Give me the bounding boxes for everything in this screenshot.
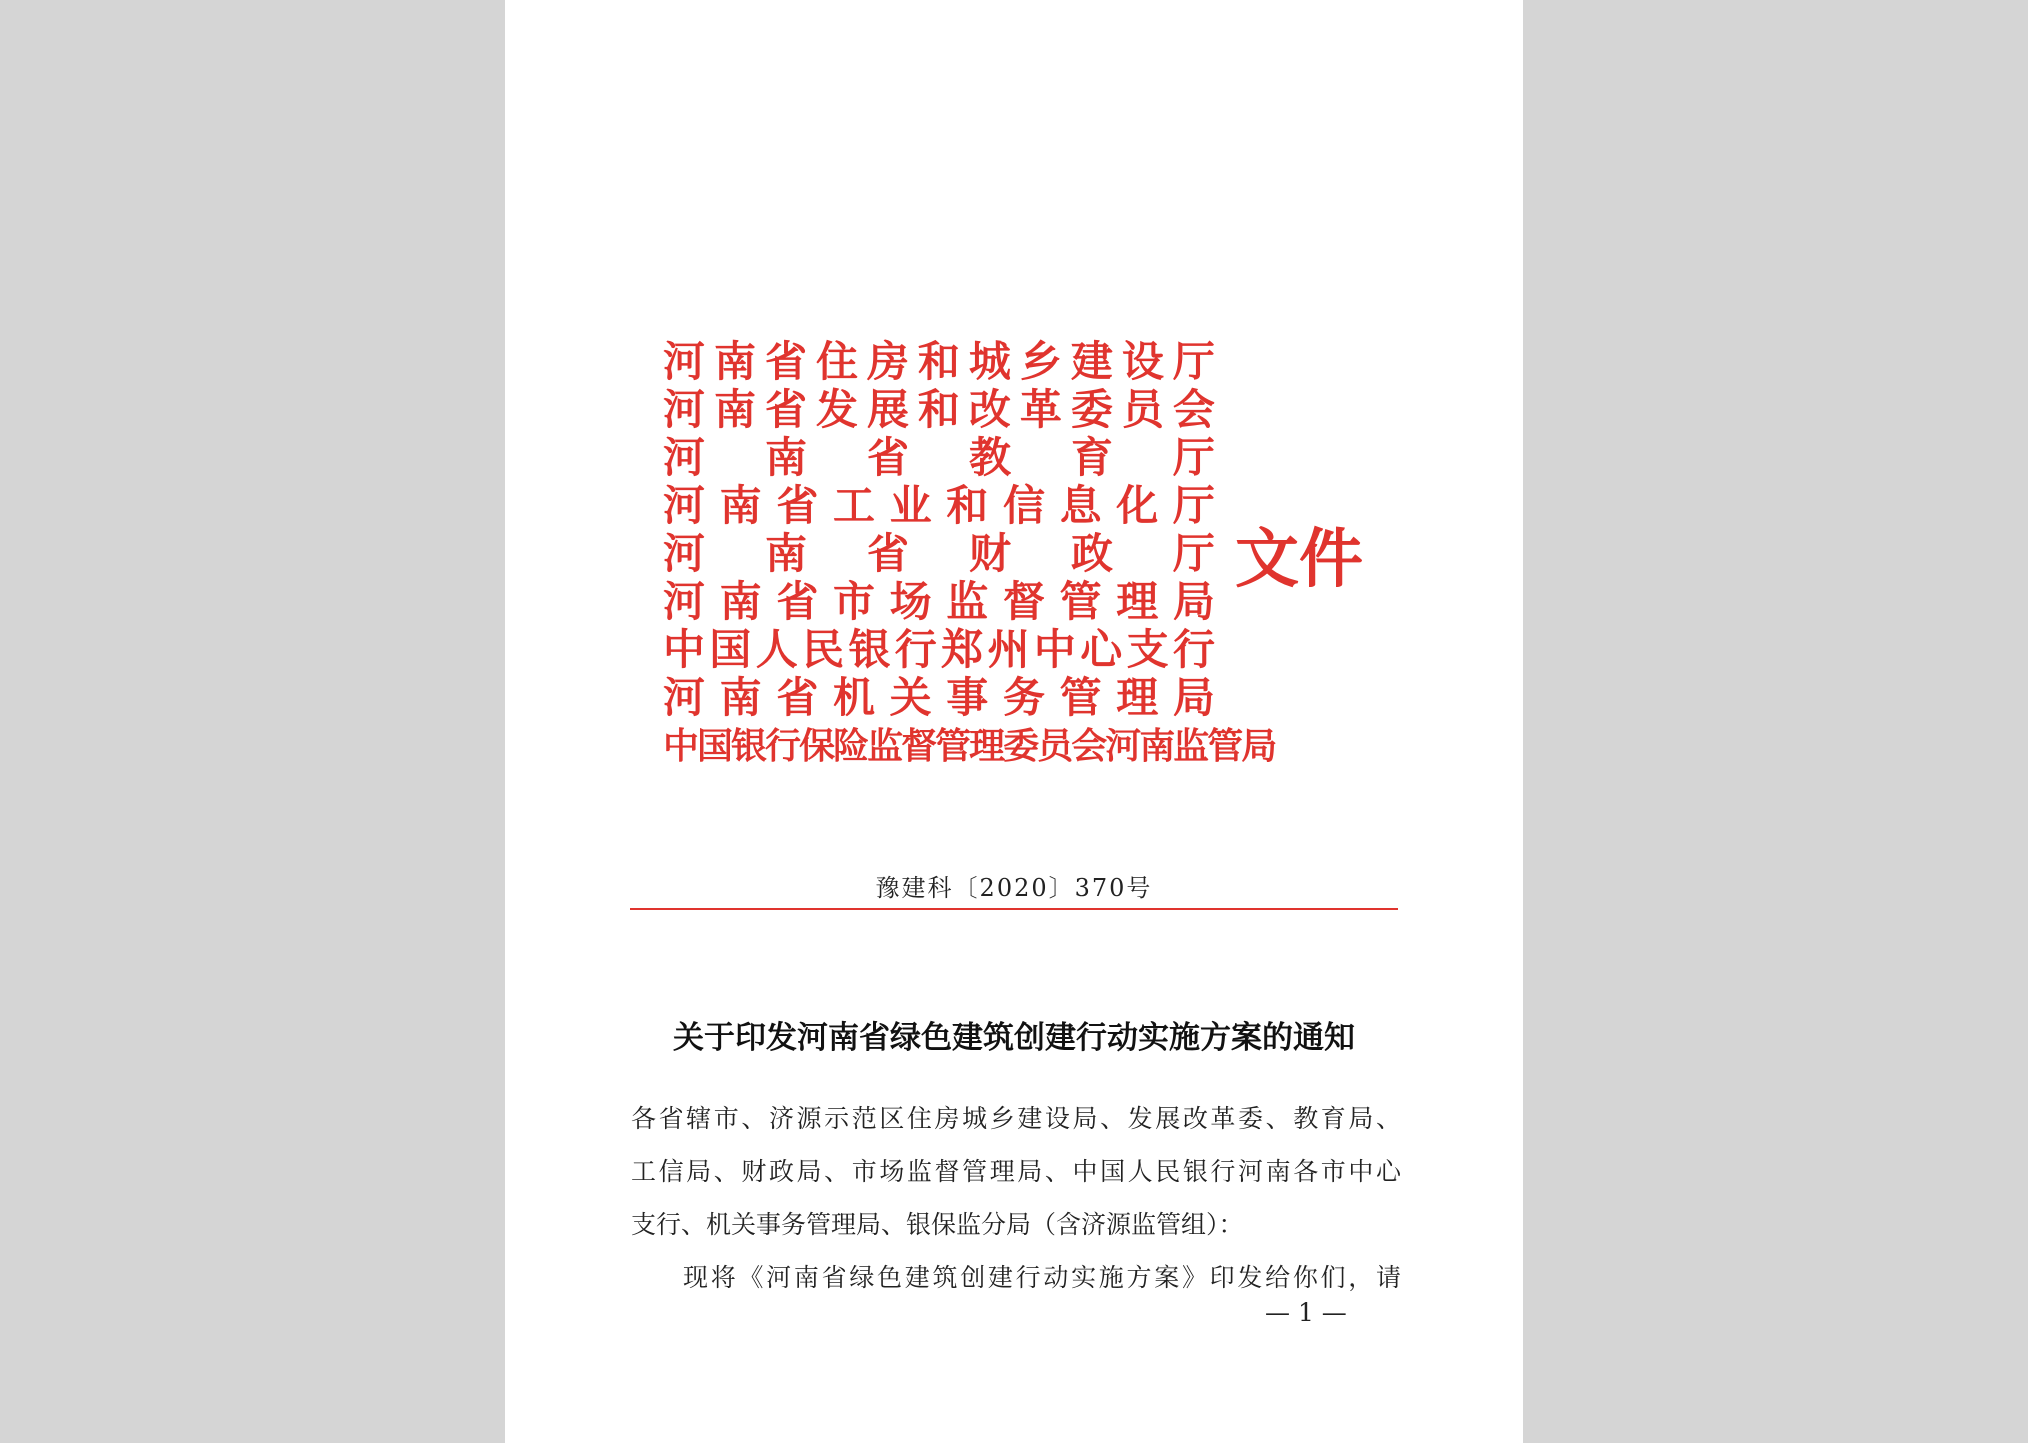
issuer-char: 事 [946, 673, 989, 722]
issuer-char: 住 [815, 337, 858, 386]
issuer-char: 督 [901, 725, 936, 767]
issuer-char: 河 [663, 433, 706, 482]
issuer-char: 委 [1003, 725, 1038, 767]
issuer-char: 督 [1002, 577, 1045, 626]
issuer-char: 管 [935, 725, 970, 767]
addressee-line: 工信局、财政局、市场监督管理局、中国人民银行河南各市中心 [631, 1157, 1401, 1186]
issuer-char: 南 [713, 385, 756, 434]
issuer-char: 理 [969, 725, 1004, 767]
issuer-char: 南 [1139, 725, 1174, 767]
issuing-agency [663, 674, 1215, 722]
issuer-char: 信 [1002, 481, 1045, 530]
document-page [505, 0, 1523, 1443]
issuer-char: 民 [802, 625, 845, 674]
issuer-char: 南 [764, 433, 807, 482]
issuer-char: 险 [833, 725, 868, 767]
issuer-char: 厅 [1172, 529, 1215, 578]
issuer-char: 政 [1070, 529, 1113, 578]
issuer-char: 厅 [1172, 481, 1215, 530]
issuer-char: 支 [1126, 625, 1169, 674]
issuer-char: 河 [663, 673, 706, 722]
document-number: 豫建科〔2020〕370号 [875, 874, 1153, 902]
issuer-char: 城 [968, 337, 1011, 386]
issuer-char: 展 [866, 385, 909, 434]
issuer-char: 和 [946, 481, 989, 530]
issuer-char: 省 [764, 385, 807, 434]
file-label: 文件 [1235, 522, 1363, 597]
issuer-char: 管 [1207, 725, 1242, 767]
addressee-line: 各省辖市、济源示范区住房城乡建设局、发展改革委、教育局、 [631, 1104, 1401, 1133]
issuing-agency [663, 386, 1215, 434]
issuer-char: 州 [987, 625, 1030, 674]
addressee-line: 支行、机关事务管理局、银保监分局（含济源监管组）： [631, 1210, 1244, 1239]
issuer-char: 国 [697, 725, 732, 767]
issuing-agency [663, 626, 1215, 674]
issuer-char: 理 [1116, 673, 1159, 722]
issuer-char: 理 [1116, 577, 1159, 626]
issuer-char: 中 [663, 725, 698, 767]
issuer-char: 管 [1059, 673, 1102, 722]
issuer-char: 局 [1172, 673, 1215, 722]
issuer-char: 心 [1080, 625, 1123, 674]
issuer-char: 息 [1059, 481, 1102, 530]
issuer-char: 中 [663, 625, 706, 674]
issuer-char: 省 [776, 481, 819, 530]
issuer-char: 河 [663, 577, 706, 626]
issuer-char: 中 [1033, 625, 1076, 674]
issuer-char: 业 [889, 481, 932, 530]
issuer-char: 教 [968, 433, 1011, 482]
issuer-char: 工 [832, 481, 875, 530]
issuer-char: 革 [1019, 385, 1062, 434]
issuer-char: 行 [765, 725, 800, 767]
issuer-char: 管 [1059, 577, 1102, 626]
issuer-char: 河 [663, 385, 706, 434]
issuer-char: 南 [713, 337, 756, 386]
issuer-char: 市 [832, 577, 875, 626]
issuer-char: 省 [764, 337, 807, 386]
issuer-char: 河 [663, 337, 706, 386]
page-number: — 1 — [1265, 1298, 1347, 1327]
issuer-char: 省 [776, 673, 819, 722]
issuer-char: 财 [968, 529, 1011, 578]
issuer-char: 局 [1241, 725, 1276, 767]
issuer-char: 南 [719, 577, 762, 626]
issuer-char: 南 [719, 673, 762, 722]
issuer-char: 局 [1172, 577, 1215, 626]
issuer-char: 机 [832, 673, 875, 722]
issuer-char: 和 [917, 385, 960, 434]
issuer-char: 委 [1070, 385, 1113, 434]
issuer-char: 河 [663, 529, 706, 578]
document-body [631, 1092, 1401, 1304]
issuer-char: 保 [799, 725, 834, 767]
document-title: 关于印发河南省绿色建筑创建行动实施方案的通知 [673, 1020, 1355, 1056]
issuer-char: 行 [894, 625, 937, 674]
issuer-char: 关 [889, 673, 932, 722]
issuer-char: 国 [709, 625, 752, 674]
issuer-char: 河 [663, 481, 706, 530]
issuer-char: 化 [1116, 481, 1159, 530]
red-separator-line [630, 908, 1398, 910]
issuer-char: 南 [764, 529, 807, 578]
issuing-agency [663, 434, 1215, 482]
issuer-char: 郑 [941, 625, 984, 674]
issuing-agency [663, 722, 1276, 770]
issuing-agency [663, 338, 1215, 386]
issuer-char: 建 [1070, 337, 1113, 386]
issuer-char: 银 [731, 725, 766, 767]
issuer-char: 省 [866, 433, 909, 482]
body-paragraph-line: 现将《河南省绿色建筑创建行动实施方案》印发给你们，请 [683, 1263, 1401, 1292]
issuing-agencies-block [663, 337, 1276, 770]
issuer-char: 会 [1071, 725, 1106, 767]
issuer-char: 会 [1172, 385, 1215, 434]
issuer-char: 银 [848, 625, 891, 674]
issuer-char: 员 [1037, 725, 1072, 767]
issuer-char: 监 [946, 577, 989, 626]
issuer-char: 河 [1105, 725, 1140, 767]
issuer-char: 监 [1173, 725, 1208, 767]
issuing-agency [663, 578, 1215, 626]
issuer-char: 省 [776, 577, 819, 626]
issuer-char: 监 [867, 725, 902, 767]
issuer-char: 人 [755, 625, 798, 674]
issuer-char: 和 [917, 337, 960, 386]
issuer-char: 发 [815, 385, 858, 434]
issuing-agency [663, 482, 1215, 530]
issuer-char: 育 [1070, 433, 1113, 482]
issuer-char: 厅 [1172, 337, 1215, 386]
issuer-char: 房 [866, 337, 909, 386]
issuer-char: 场 [889, 577, 932, 626]
issuer-char: 行 [1172, 625, 1215, 674]
issuer-char: 务 [1002, 673, 1045, 722]
issuing-agency [663, 530, 1215, 578]
issuer-char: 员 [1121, 385, 1164, 434]
issuer-char: 乡 [1019, 337, 1062, 386]
issuer-char: 南 [719, 481, 762, 530]
issuer-char: 设 [1121, 337, 1164, 386]
issuer-char: 改 [968, 385, 1011, 434]
issuer-char: 省 [866, 529, 909, 578]
issuer-char: 厅 [1172, 433, 1215, 482]
